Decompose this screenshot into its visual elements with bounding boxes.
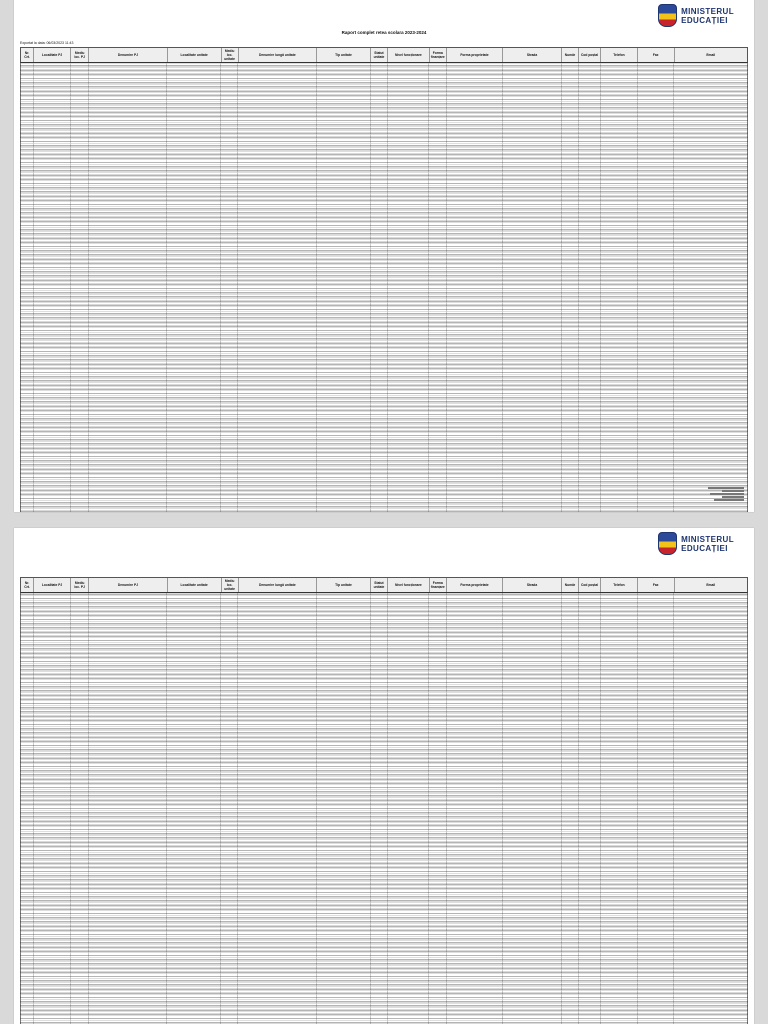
schools-table (20, 577, 748, 1024)
column-header: Forma finanțare (429, 578, 446, 592)
document-page-1 (14, 0, 754, 512)
ministry-logo (658, 532, 734, 555)
column-header: Telefon (600, 48, 637, 62)
column-header: Mediu loc. PJ (70, 578, 88, 592)
report-title: Raport complet retea scolara 2023-2024 (341, 30, 427, 35)
column-header: Nr. Crt. (24, 581, 30, 589)
column-header: Tip unitate (316, 48, 370, 62)
export-date: Exportat la data: 06/03/2023 11:43 (20, 41, 74, 45)
ministry-logo (658, 4, 734, 27)
column-header: Localitate unitate (167, 578, 221, 592)
column-header: Cod poștal (578, 48, 600, 62)
column-header: Număr (561, 48, 578, 62)
column-header: Statut unitate (370, 578, 387, 592)
column-header: Mediu loc. unitate (221, 578, 238, 592)
table-header (20, 47, 748, 63)
table-body (20, 593, 748, 1024)
logo-line-2: EDUCAȚIEI (681, 15, 728, 25)
schools-table (20, 47, 748, 512)
column-header: Statut unitate (370, 48, 387, 62)
logo-line-2: EDUCAȚIEI (681, 543, 728, 553)
column-header: Email (674, 48, 747, 62)
column-header: Număr (561, 578, 578, 592)
coat-of-arms-icon (658, 4, 677, 27)
column-header: Denumire lungă unitate (238, 578, 316, 592)
document-page-2 (14, 528, 754, 1024)
column-header: Denumire PJ (88, 578, 166, 592)
column-header: Email (674, 578, 747, 592)
column-header: Tip unitate (316, 578, 370, 592)
column-header: Mediu loc. unitate (221, 48, 238, 62)
column-header: Nr. Crt. (24, 51, 30, 59)
column-header: Strada (502, 48, 561, 62)
column-header: Telefon (600, 578, 637, 592)
column-header: Localitate PJ (33, 48, 70, 62)
column-header: Nivel funcționare (387, 48, 429, 62)
column-header: Nivel funcționare (387, 578, 429, 592)
column-header: Denumire PJ (88, 48, 166, 62)
table-body (20, 63, 748, 512)
column-header: Forma proprietate (446, 578, 502, 592)
column-header: Forma finanțare (429, 48, 446, 62)
column-header: Cod poștal (578, 578, 600, 592)
logo-line-1: MINISTERUL (681, 6, 734, 16)
table-rows-area (20, 63, 748, 512)
column-header: Fax (637, 48, 674, 62)
column-header: Localitate unitate (167, 48, 221, 62)
column-header: Fax (637, 578, 674, 592)
logo-line-1: MINISTERUL (681, 534, 734, 544)
column-header: Mediu loc. PJ (70, 48, 88, 62)
table-header (20, 577, 748, 593)
table-rows-area (20, 593, 748, 1024)
coat-of-arms-icon (658, 532, 677, 555)
column-header: Localitate PJ (33, 578, 70, 592)
column-header: Strada (502, 578, 561, 592)
column-header: Forma proprietate (446, 48, 502, 62)
footer-address-block (708, 487, 744, 501)
column-header: Denumire lungă unitate (238, 48, 316, 62)
